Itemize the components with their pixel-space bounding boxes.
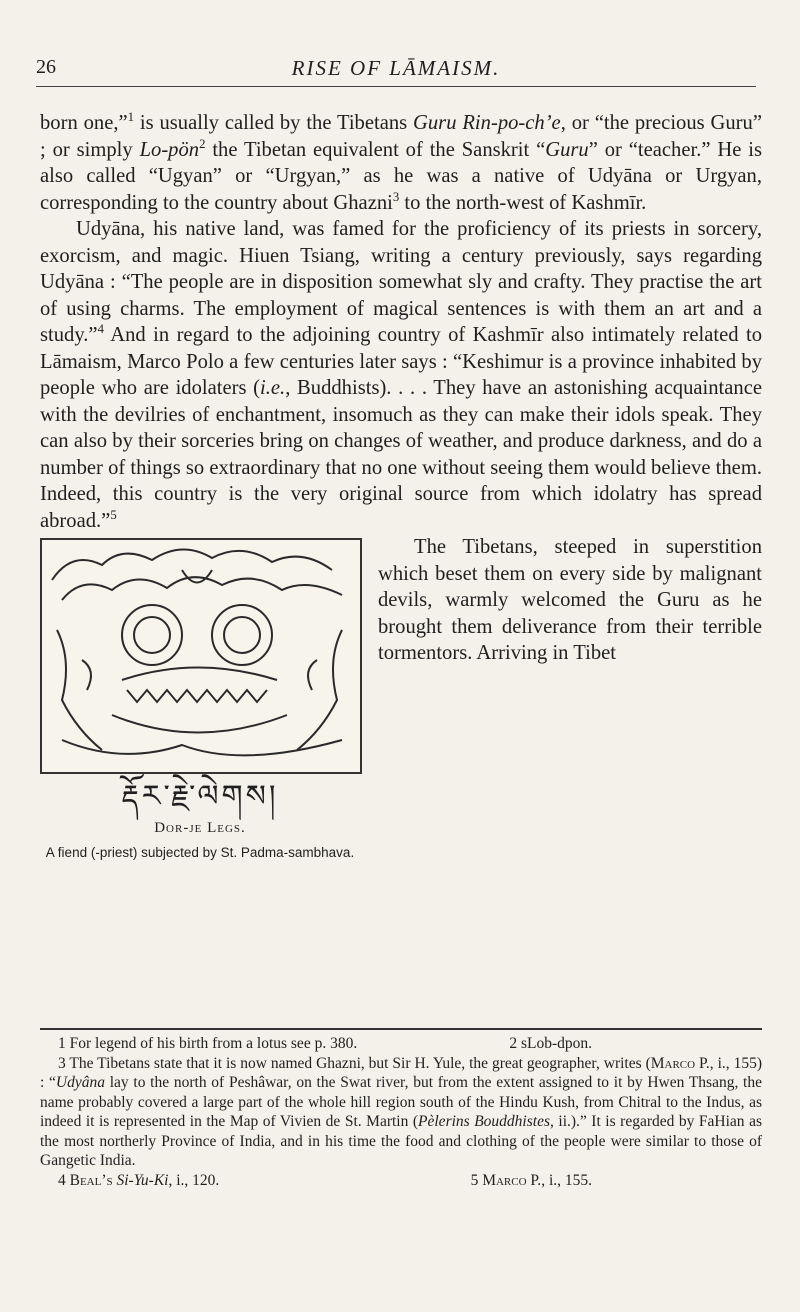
footnote-5: 5 Marco P., i., 155. (470, 1171, 592, 1189)
paragraph-1: born one,”$^1$ is usually called by the Tibetans Guru Rin-po-ch’e, or “the precious Guru” ; or simply Lo-pön$^2$ the Tibetan equivalent of the Sanskrit “Guru” or “teacher.” He is also called “Ugyan” or “Urgyan,” as he was a native of Udyāna or Urgyan, corresponding to the country about Ghazni$^3$ to the north-west of Kashmīr. (40, 110, 762, 214)
footnote-ref-5: 5 (110, 507, 117, 522)
footnote-ref-2: 2 (199, 136, 206, 151)
footnotes (40, 1034, 762, 1190)
footnote-row-1-2 (40, 1034, 762, 1054)
footnote-divider (40, 1028, 762, 1030)
figure-caption: A fiend (-priest) subjected by St. Padma-sambhava. (45, 845, 355, 860)
tibetan-inscription: རྡོར་རྗེ་ལེགས། (121, 779, 279, 814)
body-text (40, 110, 762, 865)
illustration (40, 538, 362, 774)
page-number: 26 (36, 56, 56, 78)
footnote-1: 1 For legend of his birth from a lotus see p. 380. (58, 1035, 358, 1052)
page-header (36, 46, 756, 87)
figure-title: Dor-je Legs. (154, 819, 246, 836)
footnote-3: 3 The Tibetans state that it is now named Ghazni, but Sir H. Yule, the great geographer, writes (Marco P., i., 155) : “Udyâna lay to the north of Peshâwar, on the Swat river, but from the extent assigned to it by Hwen Thsang, the name probably covered a large part of the whole hill region south of the Hindu Kush, from Chitral to the Indus, as indeed it is represented in the Map of Vivien de St. Martin (Pèlerins Bouddhistes, ii.).” It is regarded by FaHian as the most northerly Province of India, and in his time the food and clothing of the people were similar to those of Gangetic India. (40, 1054, 763, 1169)
footnote-4: 4 Beal’s Si-Yu-Ki, i., 120. (58, 1171, 220, 1189)
footnote-row-4-5 (40, 1171, 762, 1191)
fiend-illustration-icon (42, 540, 360, 772)
paragraph-3: The Tibetans, steeped in superstition which beset them on every side by malignant devils, warmly welcomed the Guru as he brought them deliverance from their terrible tormentors. Arriving in Tibet (378, 536, 762, 664)
footnote-ref-1: 1 (127, 110, 135, 125)
footnote-ref-3: 3 (392, 189, 400, 204)
figure-dor-je-legs (40, 538, 360, 861)
paragraph-2: Udyāna, his native land, was famed for the proficiency of its priests in sorcery, exorcism, and magic. Hiuen Tsiang, writing a century previously, says regarding Udyāna : “The people are in disposition somewhat sly and crafty. They practise the art of using charms. The employment of magical sentences is with them an art and a study.”$^4$ And in regard to the adjoining country of Kashmīr also intimately related to Lāmaism, Marco Polo a few centuries later says : “Keshimur is a province inhabited by people who are idolaters (i.e., Buddhists). . . . They have an astonishing acquaintance with the devilries of enchantment, insomuch as they can make their idols speak. They can also by their sorceries bring on changes of weather, and produce darkness, and do a number of things so extraordinary that no one without seeing them would believe them. Indeed, this country is the very original source from which idolatry has spread abroad.”$^5$ (40, 218, 762, 532)
footnote-ref-4: 4 (97, 322, 104, 337)
running-title: RISE OF LĀMAISM. (291, 56, 501, 80)
footnote-2: 2 sLob-dpon. (509, 1035, 592, 1052)
